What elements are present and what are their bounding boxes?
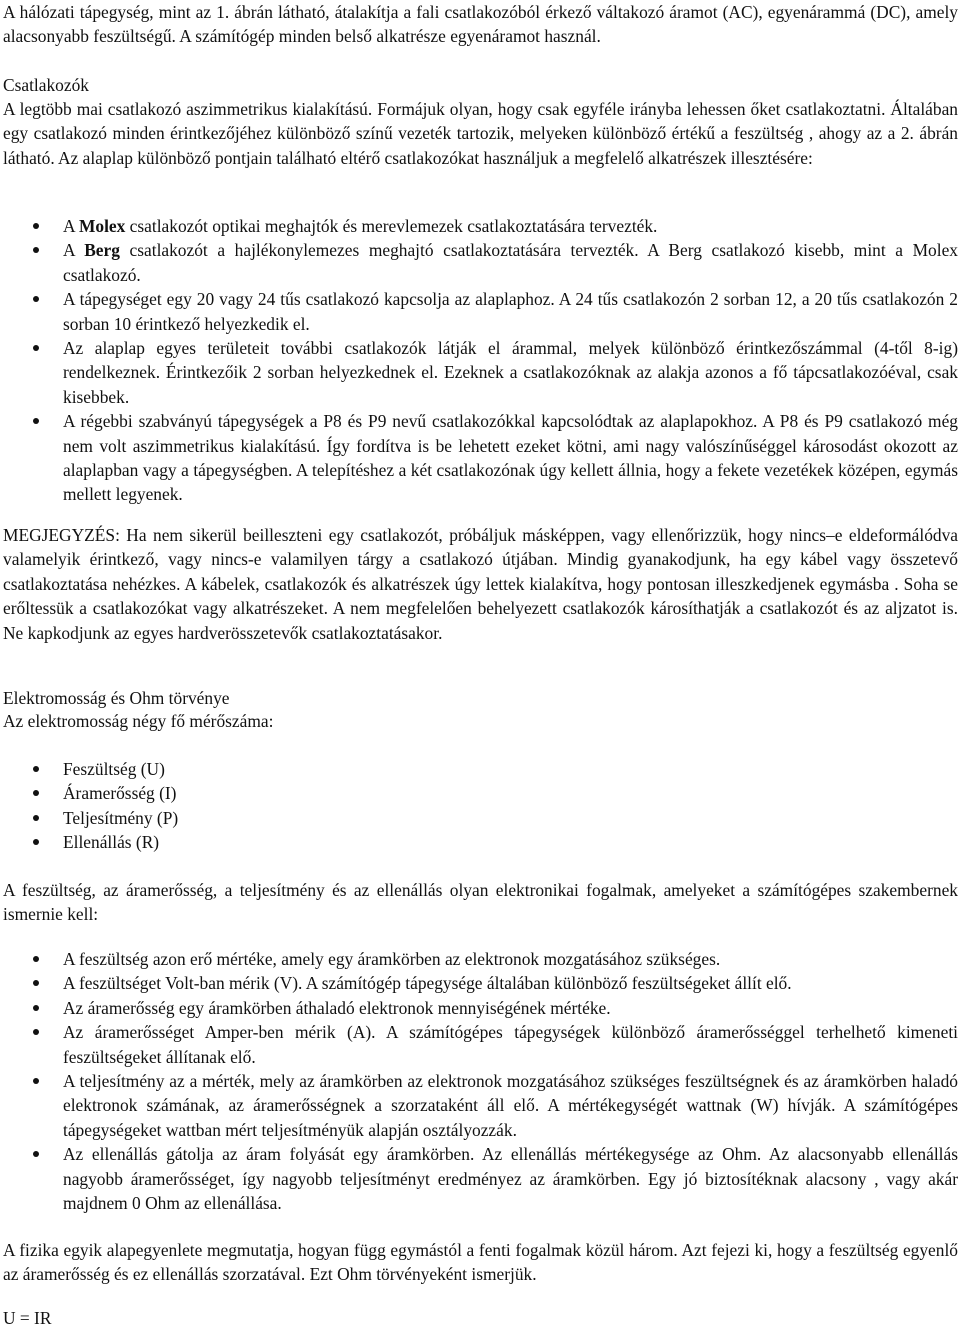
list-item: Feszültség (U): [3, 757, 958, 781]
bullet-icon: [33, 345, 39, 351]
concepts-paragraph: A feszültség, az áramerősség, a teljesítmény és az ellenállás olyan elektronikai fogalmak, amelyeket a számítógépes szakembernek ismernie kell:: [3, 880, 958, 925]
bullet-icon: [33, 1029, 39, 1035]
bullet-icon: [33, 223, 39, 229]
list-item: A teljesítmény az a mérték, mely az áramkörben az elektronok mozgatásához szükséges feszültségnek és az áramkörben haladó elektronok számának, az áramerősségnek a szorzataként áll elő. A mértékegységét wattnak (W) hívják. A számítógépes tápegységeket wattban mért teljesítményük alapján osztályozzák.: [3, 1069, 958, 1142]
list-item: A feszültség azon erő mértéke, amely egy áramkörben az elektronok mozgatásához szükséges.: [3, 947, 958, 971]
bullet-icon: [33, 1151, 39, 1157]
list-item: Az áramerősséget Amper-ben mérik (A). A számítógépes tápegységek különböző áramerősséggel terhelhető kimeneti feszültségeket állítanak elő.: [3, 1020, 958, 1069]
list-item: A feszültséget Volt-ban mérik (V). A számítógép tápegysége általában különböző feszültségeket állít elő.: [3, 971, 958, 995]
bullet-icon: [33, 296, 39, 302]
bullet-icon: [33, 418, 39, 424]
bullet-icon: [33, 766, 39, 772]
ohm-formula: U = IR: [3, 1308, 52, 1328]
list-item: A tápegységet egy 20 vagy 24 tűs csatlakozó kapcsolja az alaplaphoz. A 24 tűs csatlakozón 2 sorban 12, a 20 tűs csatlakozón 2 sorban 10 érintkező helyezkedik el.: [3, 287, 958, 336]
electricity-heading: Elektromosság és Ohm törvénye: [3, 688, 230, 708]
bullet-icon: [33, 839, 39, 845]
connectors-paragraph: A legtöbb mai csatlakozó aszimmetrikus kialakítású. Formájuk olyan, hogy csak egyféle irányba lehessen őket csatlakoztatni. Általában egy csatlakozó minden érintkezőjéhez különböző színű vezeték tartozik, melyeken különböző értékű a feszültség , ahogy az a 2. ábrán látható. Az alaplap különböző pontjain található eltérő csatlakozókat használjuk a megfelelő alkatrészek illesztésére:: [3, 99, 958, 168]
bullet-icon: [33, 247, 39, 253]
connectors-heading: Csatlakozók: [3, 75, 89, 95]
list-item: Az áramerősség egy áramkörben áthaladó elektronok mennyiségének mértéke.: [3, 996, 958, 1020]
intro-paragraph: A hálózati tápegység, mint az 1. ábrán látható, átalakítja a fali csatlakozóból érkező váltakozó áramot (AC), egyenárammá (DC), amely alacsonyabb feszültségű. A számítógép minden belső alkatrésze egyenáramot használ.: [3, 2, 958, 47]
list-item: Ellenállás (R): [3, 830, 958, 854]
bullet-icon: [33, 1005, 39, 1011]
list-item: A Molex csatlakozót optikai meghajtók és merevlemezek csatlakoztatására tervezték.: [3, 214, 958, 238]
quantity-list: [3, 757, 958, 855]
list-item: Áramerősség (I): [3, 781, 958, 805]
facts-list: [3, 947, 958, 1215]
bullet-icon: [33, 956, 39, 962]
ohm-paragraph: A fizika egyik alapegyenlete megmutatja, hogyan függ egymástól a fenti fogalmak közül három. Azt fejezi ki, hogy a feszültség egyenlő az áramerősség és ez ellenállás szorzatával. Ezt Ohm törvényeként ismerjük.: [3, 1240, 958, 1285]
list-item: A régebbi szabványú tápegységek a P8 és P9 nevű csatlakozókkal kapcsolódtak az alaplapokhoz. A P8 és P9 csatlakozó még nem volt aszimmetrikus kialakítású. Így fordítva is be lehetett ezeket kötni, ami nagy valószínűséggel károsodást okozott az alaplapban vagy a tápegységben. A telepítéshez a két csatlakozónak úgy kellett állnia, hogy a fekete vezetékek középen, egymás mellett legyenek.: [3, 409, 958, 507]
bullet-icon: [33, 1078, 39, 1084]
note-paragraph: MEGJEGYZÉS: Ha nem sikerül beilleszteni egy csatlakozót, próbáljuk másképpen, vagy ellenőrizzük, hogy nincs–e eldeformálódva valamelyik érintkező, vagy nincs-e valamilyen tárgy a csatlakozó útjában. Mindig gyanakodjunk, ha egy kábel vagy összetevő csatlakoztatása nehézkes. A kábelek, csatlakozók és alkatrészek úgy lettek kialakítva, hogy pontosan illeszkedjenek egymásba . Soha se erőltessük a csatlakozókat vagy alkatrészeket. A nem megfelelően behelyezett csatlakozók károsíthatják a csatlakozót és az aljzatot is. Ne kapkodjunk az egyes hardverösszetevők csatlakoztatásakor.: [3, 525, 958, 643]
bullet-icon: [33, 790, 39, 796]
list-item: Az ellenállás gátolja az áram folyását egy áramkörben. Az ellenállás mértékegysége az Ohm. Az alacsonyabb ellenállás nagyobb áramerősséget, így nagyobb teljesítményt eredményez az áramkörben. Egy jó biztosítéknak alacsony , vagy akár majdnem 0 Ohm az ellenállása.: [3, 1142, 958, 1215]
bullet-icon: [33, 815, 39, 821]
connector-list: [3, 214, 958, 507]
bullet-icon: [33, 980, 39, 986]
list-item: Teljesítmény (P): [3, 806, 958, 830]
list-item: A Berg csatlakozót a hajlékonylemezes meghajtó csatlakoztatására tervezték. A Berg csatlakozó kisebb, mint a Molex csatlakozó.: [3, 238, 958, 287]
electricity-subheading: Az elektromosság négy fő mérőszáma:: [3, 711, 274, 731]
list-item: Az alaplap egyes területeit további csatlakozók látják el árammal, melyek különböző érintkezőszámmal (4-től 8-ig) rendelkeznek. Érintkezőik 2 sorban helyezkednek el. Ezeknek a csatlakozóknak az alakja azonos a fő tápcsatlakozóéval, csak kisebbek.: [3, 336, 958, 409]
